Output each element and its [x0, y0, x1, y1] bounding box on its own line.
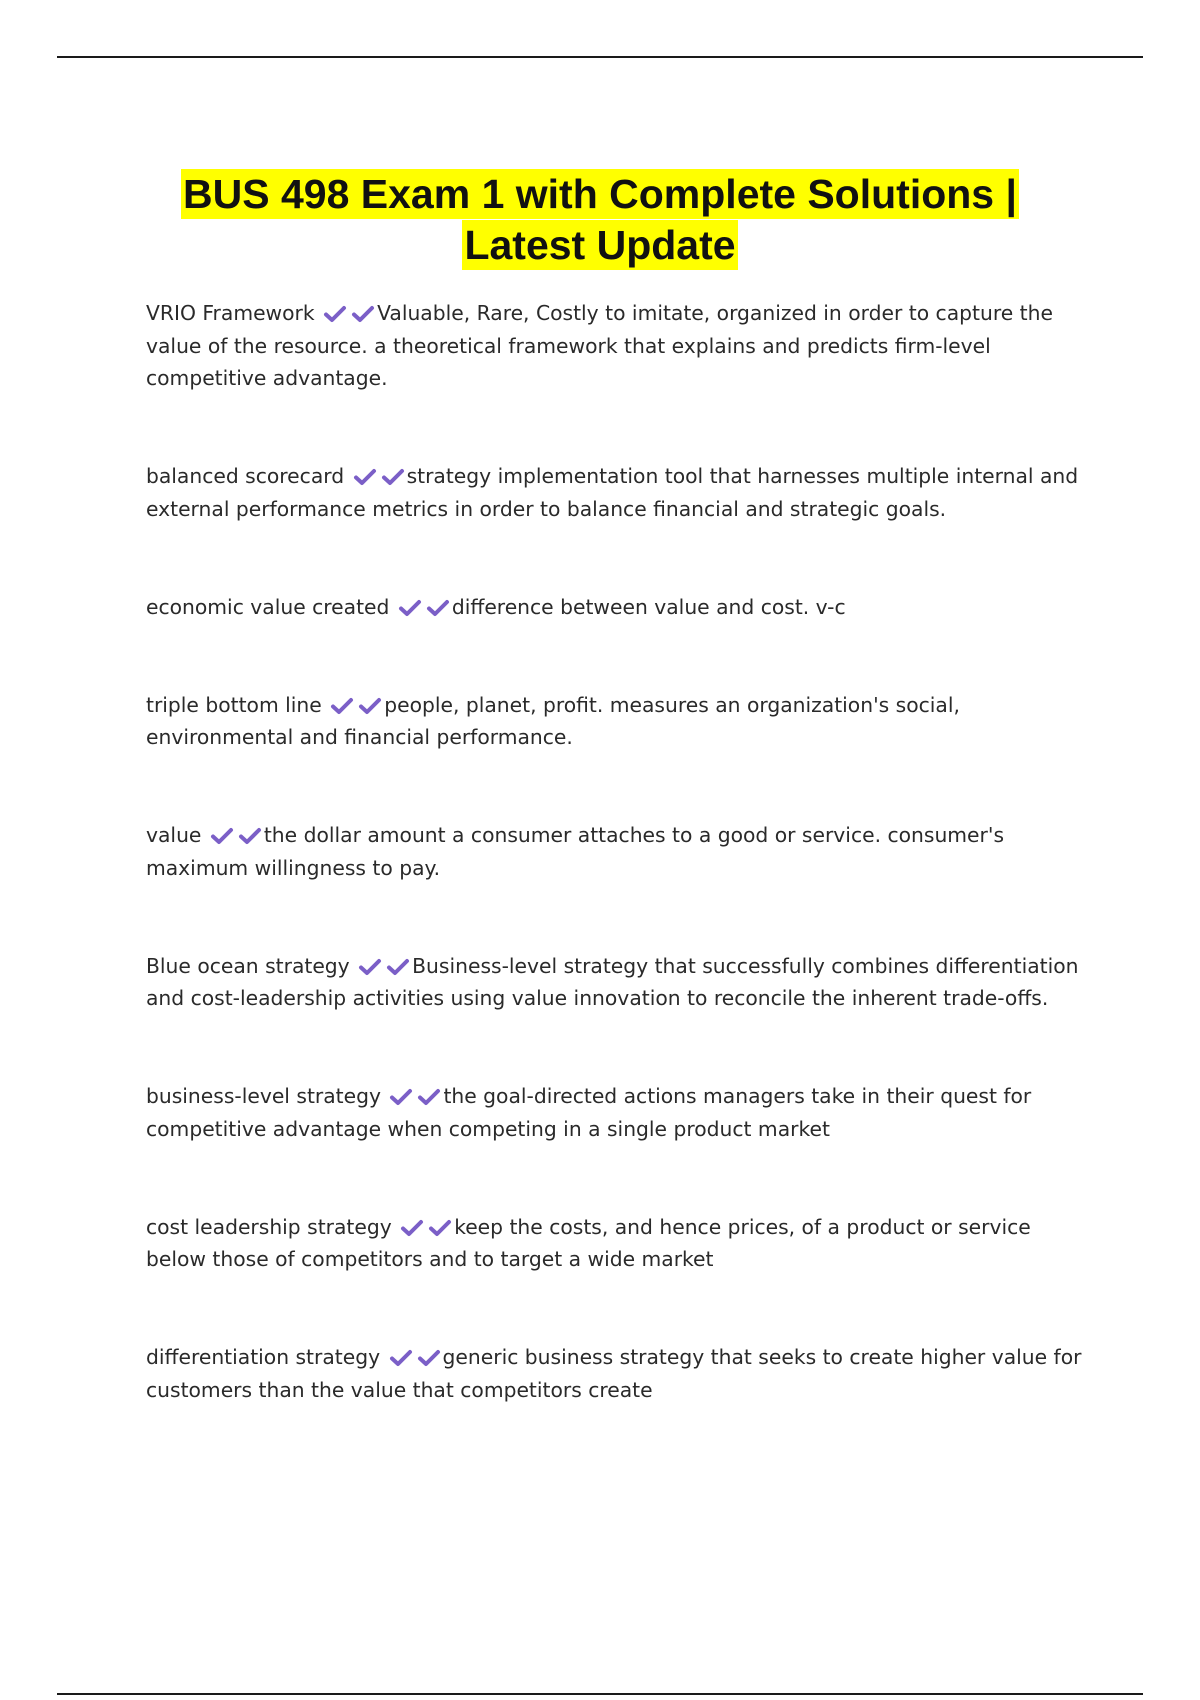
checkmark-icon	[238, 827, 262, 845]
entry-definition: keep the costs, and hence prices, of a product or service below those of competitors and to target a wide market	[146, 1214, 1031, 1271]
flashcard-entry	[146, 460, 1096, 525]
checkmark-icon	[353, 468, 377, 486]
entry-term: Blue ocean strategy	[146, 953, 350, 978]
page-title	[100, 169, 1100, 271]
entry-definition: the dollar amount a consumer attaches to a good or service. consumer's maximum willingness to pay.	[146, 823, 1005, 880]
bottom-divider	[57, 1693, 1143, 1695]
flashcard-entry	[146, 297, 1096, 395]
checkmark-icon	[389, 1088, 413, 1106]
checkmark-icon	[381, 468, 405, 486]
flashcard-entry	[146, 1080, 1096, 1145]
top-divider	[57, 56, 1143, 58]
flashcard-entry	[146, 819, 1096, 884]
entry-definition: the goal-directed actions managers take in their quest for competitive advantage when competing in a single product market	[146, 1084, 1032, 1141]
entry-definition: difference between value and cost. v-c	[451, 594, 846, 619]
checkmark-icon	[323, 305, 347, 323]
flashcard-entry	[146, 950, 1096, 1015]
entry-definition: generic business strategy that seeks to create higher value for customers than the value that competitors create	[146, 1345, 1082, 1402]
checkmark-icon	[358, 958, 382, 976]
flashcard-entry	[146, 1341, 1096, 1406]
title-line-2: Latest Update	[464, 222, 736, 269]
checkmark-icon	[358, 697, 382, 715]
checkmark-icon	[426, 599, 450, 617]
title-line-1: BUS 498 Exam 1 with Complete Solutions |	[183, 171, 1017, 218]
flashcard-entry	[146, 1211, 1096, 1276]
checkmark-icon	[351, 305, 375, 323]
entry-term: balanced scorecard	[146, 464, 345, 488]
checkmark-icon	[417, 1349, 441, 1367]
entry-term: triple bottom line	[146, 692, 322, 717]
flashcard-entry	[146, 689, 1096, 754]
entry-term: economic value created	[146, 594, 390, 619]
entry-definition: Business-level strategy that successfully combines differentiation and cost-leadership activities using value innovation to reconcile the inherent trade-offs.	[146, 953, 1079, 1010]
checkmark-icon	[210, 827, 234, 845]
entry-term: VRIO Framework	[146, 301, 315, 325]
checkmark-icon	[389, 1349, 413, 1367]
entry-term: cost leadership strategy	[146, 1214, 392, 1239]
checkmark-icon	[417, 1088, 441, 1106]
entry-definition: Valuable, Rare, Costly to imitate, organized in order to capture the value of the resource. a theoretical framework that explains and predicts firm-level competitive advantage.	[146, 301, 1053, 390]
entry-definition: people, planet, profit. measures an organization's social, environmental and financial performance.	[146, 692, 960, 749]
checkmark-icon	[400, 1219, 424, 1237]
entry-term: value	[146, 823, 202, 847]
checkmark-icon	[428, 1219, 452, 1237]
entry-term: business-level strategy	[146, 1084, 381, 1108]
flashcard-list	[146, 297, 1096, 1472]
entry-term: differentiation strategy	[146, 1345, 381, 1369]
entry-definition: strategy implementation tool that harnesses multiple internal and external performance metrics in order to balance financial and strategic goals.	[146, 464, 1079, 521]
flashcard-entry	[146, 591, 1096, 624]
checkmark-icon	[398, 599, 422, 617]
checkmark-icon	[386, 958, 410, 976]
checkmark-icon	[330, 697, 354, 715]
